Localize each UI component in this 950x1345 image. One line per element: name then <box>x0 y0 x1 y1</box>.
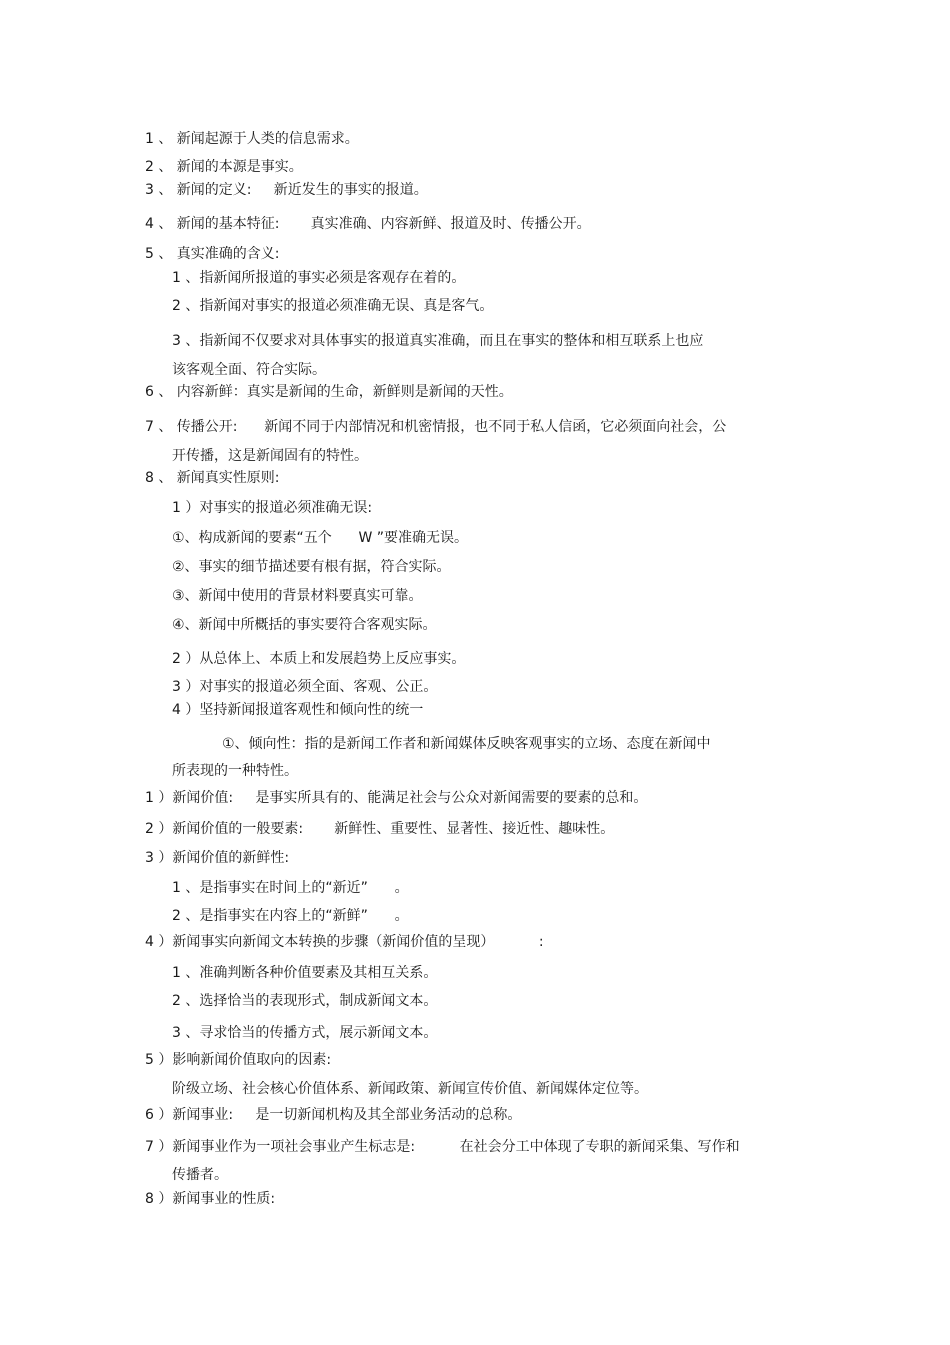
text-line: 5 ）影响新闻价值取向的因素: <box>145 1052 332 1068</box>
text-line: 传播者。 <box>172 1167 228 1183</box>
text-line: 1 、准确判断各种价值要素及其相互关系。 <box>172 965 438 981</box>
text-line: 4 ）新闻事实向新闻文本转换的步骤（新闻价值的呈现） : <box>145 934 544 950</box>
text-line: ①、构成新闻的要素“五个 W ”要准确无误。 <box>172 530 469 546</box>
text-line: 2 、 新闻的本源是事实。 <box>145 159 303 175</box>
text-line: 3 、寻求恰当的传播方式，展示新闻文本。 <box>172 1025 438 1041</box>
text-line: 4 、 新闻的基本特征: 真实准确、内容新鲜、报道及时、传播公开。 <box>145 216 591 232</box>
text-line: ④、新闻中所概括的事实要符合客观实际。 <box>172 617 437 633</box>
text-line: 7 ）新闻事业作为一项社会事业产生标志是: 在社会分工中体现了专职的新闻采集、写作和 <box>145 1139 740 1155</box>
text-line: ①、倾向性：指的是新闻工作者和新闻媒体反映客观事实的立场、态度在新闻中 <box>222 736 711 752</box>
text-line: 阶级立场、社会核心价值体系、新闻政策、新闻宣传价值、新闻媒体定位等。 <box>172 1081 648 1097</box>
text-line: 8 ）新闻事业的性质: <box>145 1191 276 1207</box>
text-line: 1 、是指事实在时间上的“新近” 。 <box>172 880 409 896</box>
text-line: 2 ）从总体上、本质上和发展趋势上反应事实。 <box>172 651 466 667</box>
text-line: 该客观全面、符合实际。 <box>172 362 326 378</box>
text-line: 2 、是指事实在内容上的“新鲜” 。 <box>172 908 409 924</box>
text-line: 2 、选择恰当的表现形式，制成新闻文本。 <box>172 993 438 1009</box>
text-line: 所表现的一种特性。 <box>172 763 298 779</box>
text-line: ③、新闻中使用的背景材料要真实可靠。 <box>172 588 423 604</box>
text-line: 8 、 新闻真实性原则: <box>145 470 280 486</box>
text-line: 3 ）对事实的报道必须全面、客观、公正。 <box>172 679 438 695</box>
text-line: 2 ）新闻价值的一般要素: 新鲜性、重要性、显著性、接近性、趣味性。 <box>145 821 615 837</box>
text-line: 1 ）对事实的报道必须准确无误: <box>172 500 373 516</box>
text-line: 6 、 内容新鲜：真实是新闻的生命，新鲜则是新闻的天性。 <box>145 384 513 400</box>
text-line: ②、事实的细节描述要有根有据，符合实际。 <box>172 559 451 575</box>
text-line: 3 ）新闻价值的新鲜性: <box>145 850 290 866</box>
text-line: 7 、 传播公开: 新闻不同于内部情况和机密情报，也不同于私人信函，它必须面向社会，公 <box>145 419 727 435</box>
text-line: 1 、 新闻起源于人类的信息需求。 <box>145 131 359 147</box>
text-line: 4 ）坚持新闻报道客观性和倾向性的统一 <box>172 702 424 718</box>
text-line: 1 ）新闻价值: 是事实所具有的、能满足社会与公众对新闻需要的要素的总和。 <box>145 790 648 806</box>
text-line: 3 、 新闻的定义: 新近发生的事实的报道。 <box>145 182 428 198</box>
text-line: 5 、 真实准确的含义: <box>145 246 280 262</box>
text-line: 开传播，这是新闻固有的特性。 <box>172 448 368 464</box>
text-line: 2 、指新闻对事实的报道必须准确无误、真是客气。 <box>172 298 494 314</box>
text-line: 1 、指新闻所报道的事实必须是客观存在着的。 <box>172 270 466 286</box>
text-line: 3 、指新闻不仅要求对具体事实的报道真实准确，而且在事实的整体和相互联系上也应 <box>172 333 704 349</box>
text-line: 6 ）新闻事业: 是一切新闻机构及其全部业务活动的总称。 <box>145 1107 522 1123</box>
